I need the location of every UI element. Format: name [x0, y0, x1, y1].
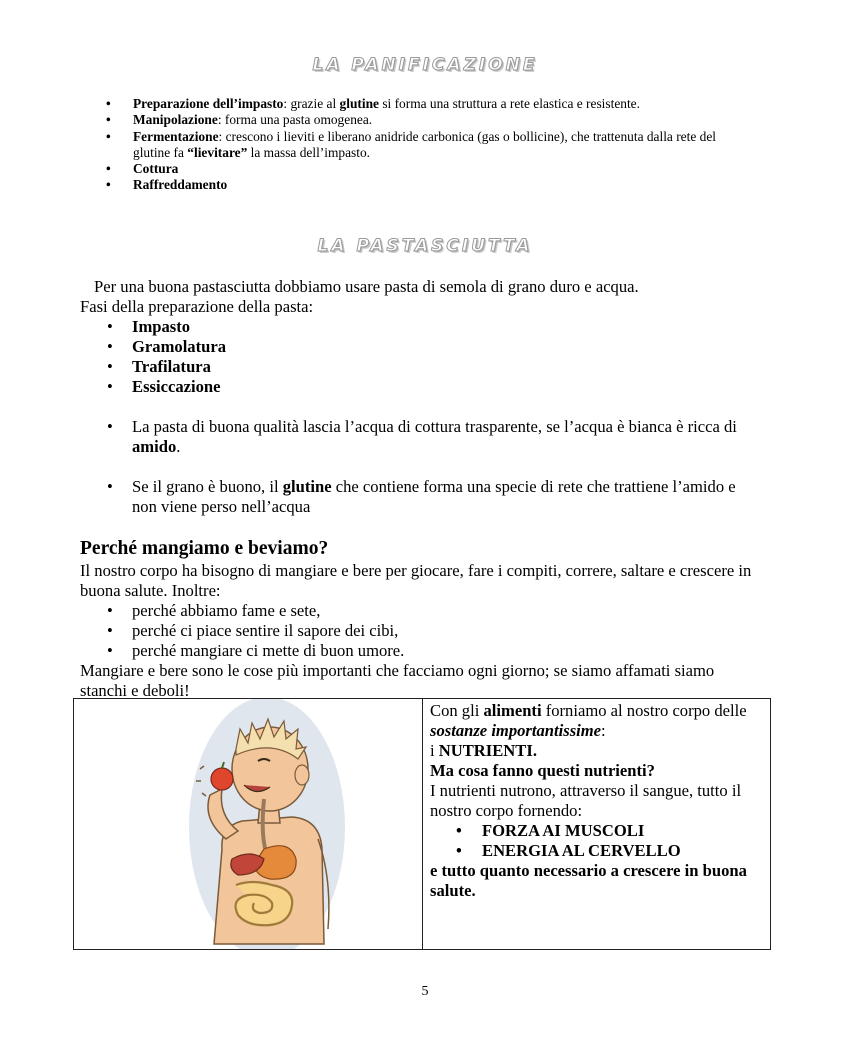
note-text: La pasta di buona qualità lascia l’acqua di cottura trasparente, se l’acqua è bianca è ricca di [132, 417, 737, 436]
step-name: Preparazione dell’impasto [133, 96, 284, 111]
list-item [80, 317, 780, 337]
pasta-note-gluten [80, 477, 780, 517]
step-name: Fermentazione [133, 128, 219, 144]
step-text: la massa dell’impasto. [247, 144, 371, 160]
section-title-pastasciutta: LA PASTASCIUTTA [317, 236, 533, 256]
why-heading: Perché mangiamo e beviamo? [80, 538, 329, 559]
list-item: • perché abbiamo fame e sete, [80, 601, 752, 621]
page-number: 5 [421, 984, 429, 999]
keyword-alimenti: alimenti [483, 701, 542, 720]
table-divider [422, 699, 423, 949]
step-text: : grazie al [283, 96, 340, 111]
nutrients-table [73, 698, 771, 950]
list-item: • FORZA AI MUSCOLI [430, 821, 766, 841]
list-item [80, 477, 780, 517]
list-item [80, 417, 780, 457]
pasta-phases [80, 317, 780, 397]
nutrients-question: Ma cosa fanno questi nutrienti? [430, 761, 655, 780]
note-list [80, 477, 780, 517]
note-keyword: glutine [282, 477, 332, 496]
why-intro: Il nostro corpo ha bisogno di mangiare e bere per giocare, fare i compiti, correre, saltare e crescere in buona salute. Inoltre: [80, 561, 752, 600]
list-item [80, 357, 780, 377]
note-text: che contiene forma una specie di rete che trattiene l’amido e non viene perso nell’acqua [132, 477, 736, 516]
text-run: : [601, 721, 606, 740]
list-item [106, 96, 726, 112]
list-item: • perché mangiare ci mette di buon umore. [80, 641, 752, 661]
phase-name: Gramolatura [132, 337, 227, 356]
nutrients-closing: e tutto quanto necessario a crescere in buona salute. [430, 861, 747, 900]
step-name: Raffreddamento [133, 177, 228, 193]
list-item: • ENERGIA AL CERVELLO [430, 841, 766, 861]
note-keyword: amido [132, 437, 177, 456]
step-text: : crescono i lieviti e liberano anidride carbonica (gas o bollicine), che trattenuta dalla rete del glutine fa [133, 128, 716, 160]
list-item [106, 129, 726, 162]
list-item [106, 177, 726, 193]
nutrients-answer: I nutrienti nutrono, attraverso il sangue, tutto il nostro corpo fornendo: [430, 781, 742, 820]
list-item [80, 337, 780, 357]
nutrients-label [430, 741, 766, 761]
list-item: • perché ci piace sentire il sapore dei cibi, [80, 621, 752, 641]
step-text: si forma una struttura a rete elastica e resistente. [378, 96, 640, 111]
list-item [80, 377, 780, 397]
panificazione-steps-list [106, 96, 726, 194]
text-run: forniamo al nostro corpo delle [541, 701, 747, 720]
phase-name: Trafilatura [132, 357, 211, 376]
step-name: Cottura [133, 161, 179, 177]
keyword-nutrienti: NUTRIENTI. [438, 741, 537, 760]
text-run: Con gli [430, 701, 484, 720]
nutrients-benefits-list [430, 821, 766, 861]
why-body [80, 561, 752, 701]
pasta-intro-line: Per una buona pastasciutta dobbiamo usare pasta di semola di grano duro e acqua. [94, 277, 639, 296]
boy-ear-shape [295, 765, 309, 785]
keyword-sostanze: sostanze importantissime [430, 721, 602, 740]
intestines-shape [236, 882, 293, 925]
phase-name: Impasto [132, 317, 191, 336]
step-keyword: glutine [339, 96, 379, 111]
why-reasons-list [80, 601, 752, 661]
step-name: Manipolazione [133, 112, 218, 128]
apple-icon [211, 768, 233, 790]
pasta-phases-heading: Fasi della preparazione della pasta: [80, 297, 314, 316]
note-text: . [176, 437, 181, 456]
boy-eating-apple-illustration [152, 699, 392, 949]
nutrients-text [430, 701, 766, 901]
text-run: i [430, 741, 439, 760]
section-title-panificazione: LA PANIFICAZIONE [312, 55, 538, 75]
pasta-intro [80, 277, 780, 317]
nutrients-intro [430, 701, 766, 741]
list-item [106, 112, 726, 128]
step-keyword: “lievitare” [187, 144, 248, 160]
step-text: : forma una pasta omogenea. [217, 112, 373, 128]
note-text: Se il grano è buono, il [132, 477, 283, 496]
list-item [106, 161, 726, 177]
note-list [80, 417, 780, 457]
pasta-note-quality [80, 417, 780, 457]
why-conclusion: Mangiare e bere sono le cose più importanti che facciamo ogni giorno; se siamo affamati siamo stanchi e deboli! [80, 661, 715, 700]
phase-name: Essiccazione [132, 377, 221, 396]
pasta-phases-list [80, 317, 780, 397]
